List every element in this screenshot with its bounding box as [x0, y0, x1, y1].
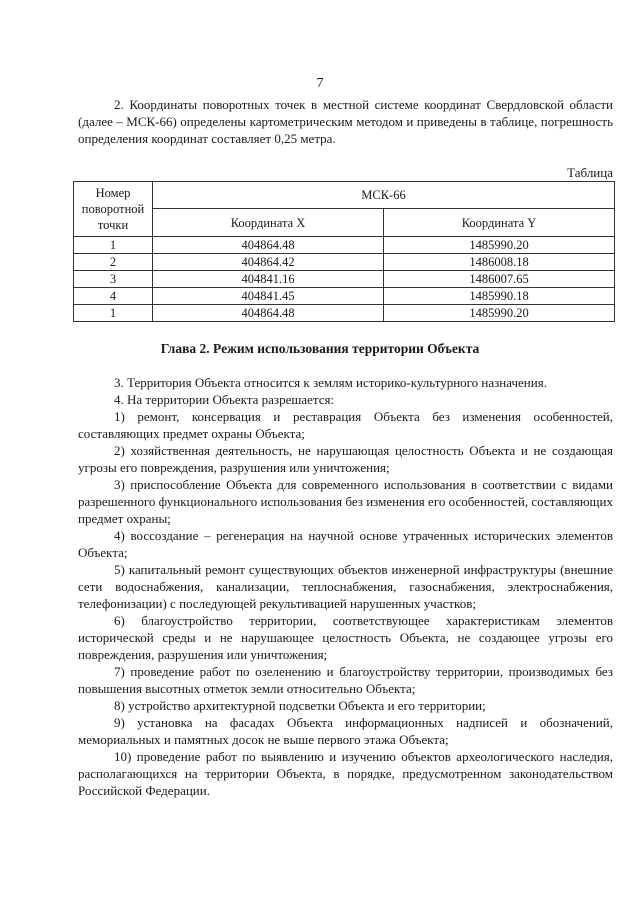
list-item: 1) ремонт, консервация и реставрация Объекта без изменения особенностей, составляющих предмет охраны Объекта; [78, 409, 613, 441]
table-row [74, 254, 615, 271]
header-coordinate-y: Координата Y [384, 209, 615, 237]
list-item: 5) капитальный ремонт существующих объектов инженерной инфраструктуры (внешние сети водоснабжения, канализации, теплоснабжения, газоснабжения, электроснабжения, телефонизации) с последующей рекультивацией нарушенных участков; [78, 562, 613, 611]
table-row [74, 288, 615, 305]
list-item: 6) благоустройство территории, соответствующее характеристикам элементов исторической среды и не нарушающее целостность Объекта, не создающее угрозы его повреждения, разрушения или уничтожения; [78, 613, 613, 662]
list-item: 3) приспособление Объекта для современного использования в соответствии с видами разрешенного функционального использования без изменения его особенностей, составляющих предмет охраны; [78, 477, 613, 526]
table-caption: Таблица [567, 165, 613, 180]
cell-coordinate-x: 404864.48 [153, 237, 384, 254]
chapter-heading: Глава 2. Режим использования территории Объекта [160, 341, 480, 356]
cell-coordinate-y: 1486008.18 [384, 254, 615, 271]
table-row [74, 271, 615, 288]
page-number: 7 [316, 76, 324, 91]
cell-coordinate-y: 1486007.65 [384, 271, 615, 288]
cell-coordinate-x: 404841.45 [153, 288, 384, 305]
cell-coordinate-x: 404864.42 [153, 254, 384, 271]
list-item: 9) установка на фасадах Объекта информационных надписей и обозначений, мемориальных и памятных досок не выше первого этажа Объекта; [78, 715, 613, 747]
table-row [74, 305, 615, 322]
header-coordinate-system: МСК-66 [153, 182, 615, 209]
list-item: 2) хозяйственная деятельность, не нарушающая целостность Объекта и не создающая угрозы его повреждения, разрушения или уничтожения; [78, 443, 613, 475]
coordinates-table [73, 181, 615, 322]
cell-point-number: 1 [74, 237, 153, 254]
list-item: 4. На территории Объекта разрешается: [114, 392, 335, 407]
cell-point-number: 2 [74, 254, 153, 271]
cell-coordinate-x: 404841.16 [153, 271, 384, 288]
list-item: 4) воссоздание – регенерация на научной основе утраченных исторических элементов Объекта; [78, 528, 613, 560]
cell-coordinate-y: 1485990.20 [384, 237, 615, 254]
header-point-number: Номер поворотной точки [74, 182, 153, 237]
regulation-list [78, 374, 613, 799]
cell-coordinate-x: 404864.48 [153, 305, 384, 322]
list-item: 7) проведение работ по озеленению и благоустройству территории, производимых без повышения высотных отметок земли относительно Объекта; [78, 664, 613, 696]
intro-paragraph: 2. Координаты поворотных точек в местной системе координат Свердловской области (далее – МСК-66) определены картометрическим методом и приведены в таблице, погрешность определения координат составляет 0,25 метра. [78, 97, 613, 146]
list-item: 3. Территория Объекта относится к землям историко-культурного назначения. [114, 375, 547, 390]
cell-point-number: 3 [74, 271, 153, 288]
list-item: 10) проведение работ по выявлению и изучению объектов археологического наследия, располагающихся на территории Объекта, в порядке, предусмотренном законодательством Российской Федерации. [78, 749, 613, 798]
header-coordinate-x: Координата X [153, 209, 384, 237]
cell-coordinate-y: 1485990.18 [384, 288, 615, 305]
cell-point-number: 4 [74, 288, 153, 305]
table-row [74, 237, 615, 254]
list-item: 8) устройство архитектурной подсветки Объекта и его территории; [114, 698, 486, 713]
cell-coordinate-y: 1485990.20 [384, 305, 615, 322]
cell-point-number: 1 [74, 305, 153, 322]
